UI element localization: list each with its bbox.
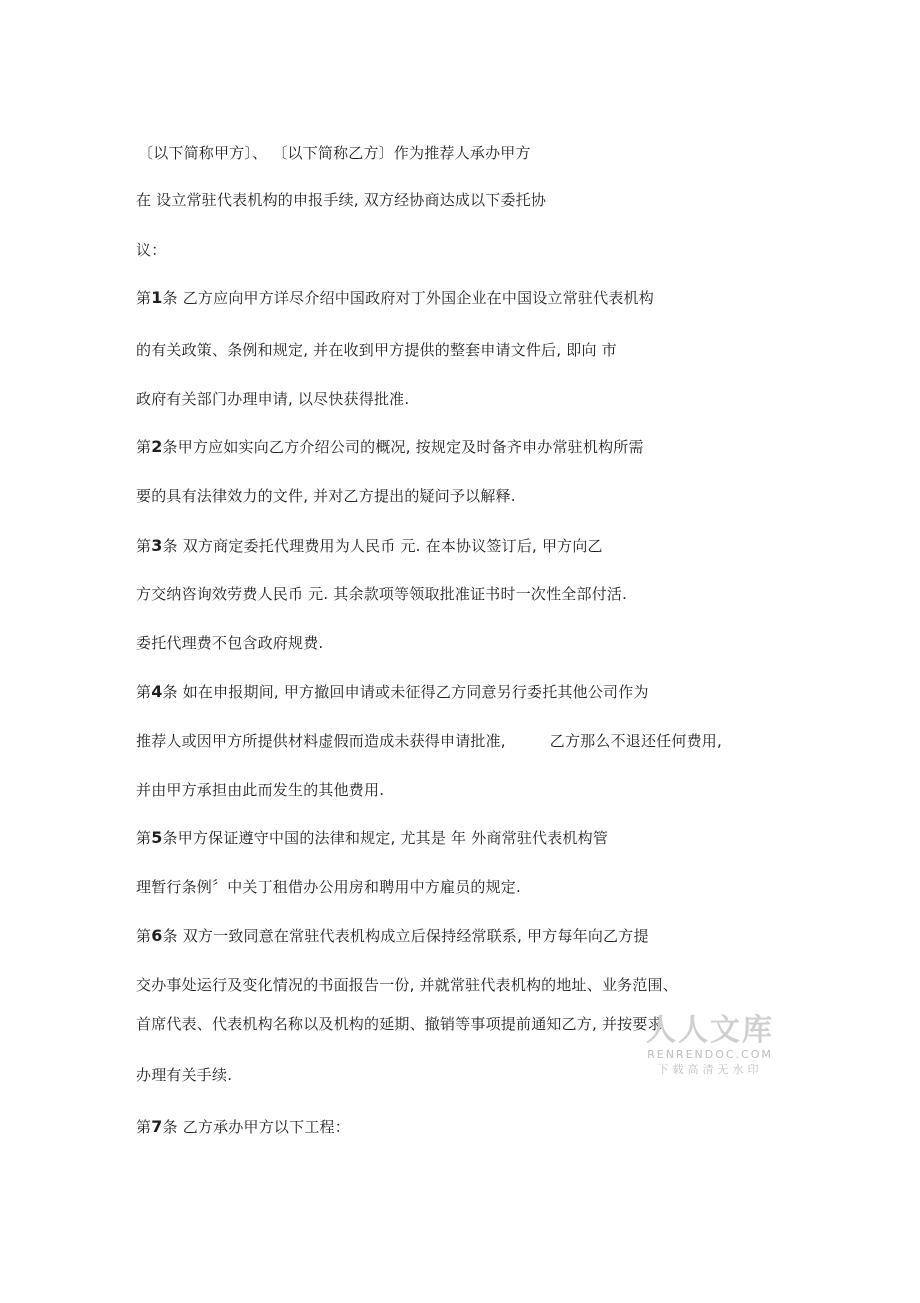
article-text: 条 双方一致同意在常驻代表机构成立后保持经常联系, 甲方每年向乙方提 bbox=[162, 927, 649, 945]
article-2-line bbox=[136, 437, 644, 457]
paragraph-line: 政府有关部门办理申请, 以尽快获得批准. bbox=[136, 390, 410, 408]
watermark-url: RENRENDOC.COM bbox=[647, 1048, 773, 1061]
article-prefix: 第 bbox=[136, 829, 152, 847]
paragraph-line: 首席代表、代表机构名称以及机构的延期、撤销等事项提前通知乙方, 并按要求 bbox=[136, 1015, 663, 1033]
paragraph-line: 办理有关手续. bbox=[136, 1066, 233, 1084]
watermark-logo-text: 人人文库 bbox=[646, 1013, 774, 1048]
article-1-line bbox=[136, 288, 654, 308]
article-number: 1 bbox=[151, 288, 163, 307]
article-prefix: 第 bbox=[136, 438, 152, 456]
article-text: 条甲方保证遵守中国的法律和规定, 尤其是 年 外商常驻代表机构管 bbox=[162, 829, 609, 847]
article-prefix: 第 bbox=[136, 537, 152, 555]
article-text: 条 乙方应向甲方详尽介绍中国政府对丁外国企业在中国设立常驻代表机构 bbox=[162, 289, 654, 307]
article-number: 2 bbox=[151, 437, 163, 456]
paragraph-line: 理暂行条例〞中关丁租借办公用房和聘用中方雇员的规定. bbox=[136, 878, 521, 896]
line-segment: 推荐人或因甲方所提供材料虚假而造成未获得申请批准, bbox=[136, 732, 506, 750]
paragraph-line: 在 设立常驻代表机构的申报手续, 双方经协商达成以下委托协 bbox=[136, 191, 547, 209]
paragraph-line bbox=[136, 731, 722, 751]
watermark-subtitle: 下载高清无水印 bbox=[657, 1063, 763, 1076]
article-number: 4 bbox=[151, 682, 163, 701]
paragraph-line: 并由甲方承担由此而发生的其他费用. bbox=[136, 781, 385, 799]
paragraph-line: 的有关政策、条例和规定, 并在收到甲方提供的整套申请文件后, 即向 市 bbox=[136, 341, 617, 359]
paragraph-line: 委托代理费不包含政府规费. bbox=[136, 634, 324, 652]
article-number: 6 bbox=[151, 926, 163, 945]
paragraph-line: 议： bbox=[136, 241, 167, 259]
article-text: 条 乙方承办甲方以下工程： bbox=[162, 1118, 350, 1136]
article-text: 条 如在申报期间, 甲方撤回申请或未征得乙方同意另行委托其他公司作为 bbox=[162, 683, 649, 701]
article-number: 3 bbox=[151, 536, 163, 555]
article-3-line bbox=[136, 536, 603, 556]
article-prefix: 第 bbox=[136, 289, 152, 307]
paragraph-line: 交办事处运行及变化情况的书面报告一份, 并就常驻代表机构的地址、业务范围、 bbox=[136, 976, 678, 994]
line-segment: 乙方那么不退还任何费用, bbox=[549, 732, 722, 750]
article-number: 7 bbox=[151, 1117, 163, 1136]
paragraph-line: 方交纳咨询效劳费人民币 元. 其余款项等领取批准证书时一次性全部付活. bbox=[136, 585, 628, 603]
article-6-line bbox=[136, 926, 649, 946]
watermark bbox=[644, 1014, 776, 1078]
article-number: 5 bbox=[151, 828, 163, 847]
article-prefix: 第 bbox=[136, 1118, 152, 1136]
article-text: 条 双方商定委托代理费用为人民币 元. 在本协议签订后, 甲方向乙 bbox=[162, 537, 603, 555]
article-text: 条甲方应如实向乙方介绍公司的概况, 按规定及时备齐申办常驻机构所需 bbox=[162, 438, 644, 456]
article-5-line bbox=[136, 828, 608, 848]
article-4-line bbox=[136, 682, 649, 702]
article-prefix: 第 bbox=[136, 927, 152, 945]
article-prefix: 第 bbox=[136, 683, 152, 701]
paragraph-line: 〔以下简称甲方〕、 〔以下简称乙方〕作为推荐人承办甲方 bbox=[138, 144, 531, 162]
article-7-line bbox=[136, 1117, 350, 1137]
paragraph-line: 要的具有法律效力的文件, 并对乙方提出的疑问予以解释. bbox=[136, 487, 516, 505]
